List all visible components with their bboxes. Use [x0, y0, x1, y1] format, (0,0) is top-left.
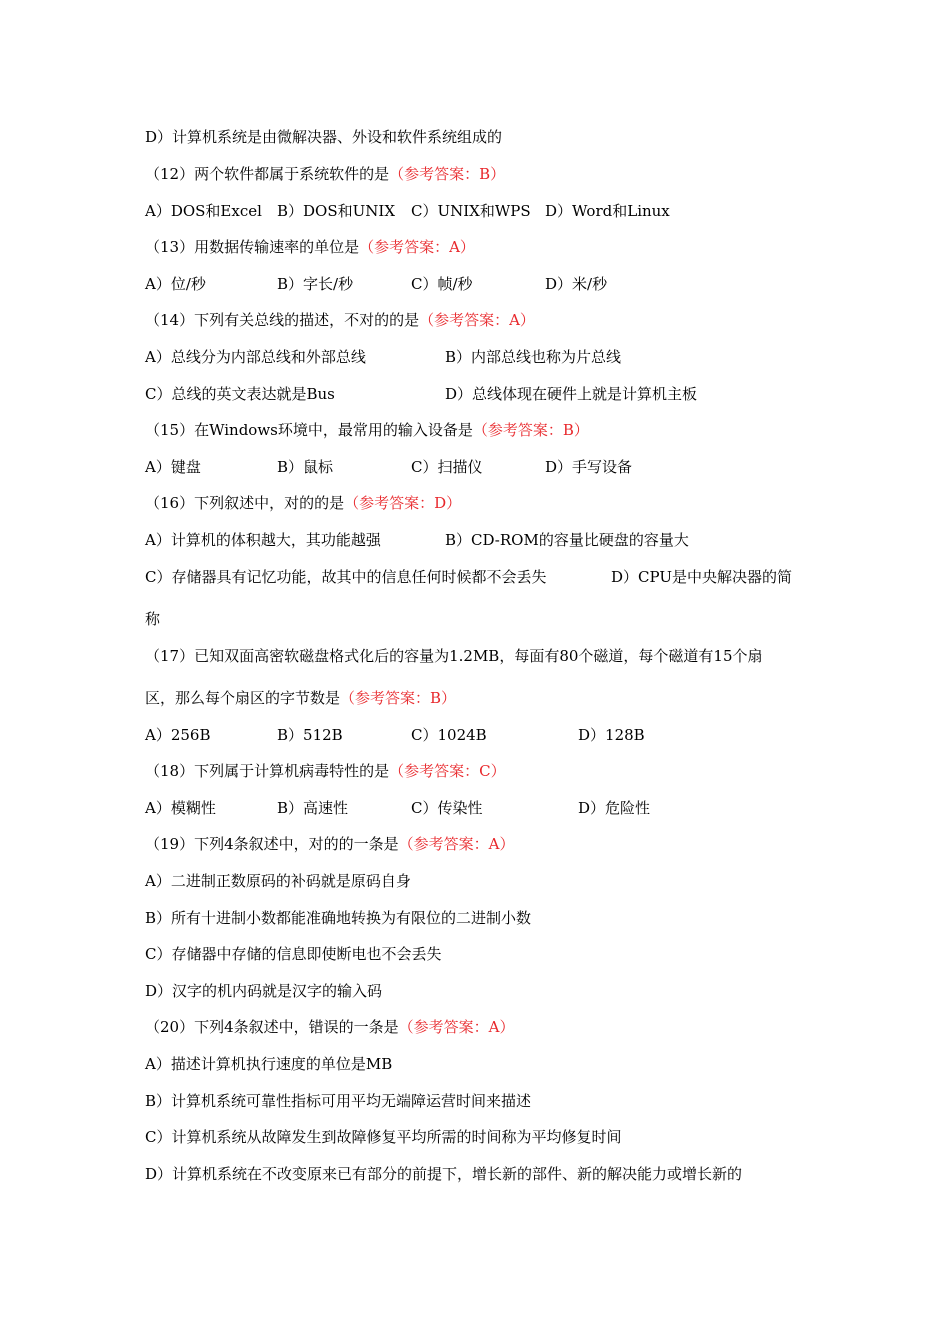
- option-continuation: [145, 609, 160, 629]
- option-b: B）DOS和UNIX: [277, 202, 395, 220]
- options-row: [145, 201, 670, 221]
- options-row: [145, 530, 689, 550]
- question-text: （12）两个软件都属于系统软件的是: [145, 165, 390, 183]
- option-a: A）计算机的体积越大，其功能越强: [145, 531, 381, 549]
- answer-key: （参考答案：A）: [398, 835, 515, 853]
- question-text: （13）用数据传输速率的单位是: [145, 238, 360, 256]
- question-text: （15）在Windows环境中，最常用的输入设备是: [145, 421, 473, 439]
- option-c: C）总线的英文表达就是Bus: [145, 385, 335, 403]
- option-c: C）扫描仪: [411, 458, 483, 476]
- option-c: C）传染性: [411, 799, 483, 817]
- question-19: [145, 834, 514, 854]
- answer-key: （参考答案：A）: [359, 238, 475, 256]
- question-text: （14）下列有关总线的描述，不对的的是: [145, 311, 420, 329]
- option-b: [145, 908, 531, 928]
- options-row: [145, 274, 608, 294]
- option-a: [145, 871, 411, 891]
- answer-key: （参考答案：B）: [472, 421, 589, 439]
- question-15: [145, 420, 589, 440]
- option-b: B）字长/秒: [277, 275, 354, 293]
- question-text: （16）下列叙述中，对的的是: [145, 494, 345, 512]
- option-b: B）512B: [277, 726, 343, 744]
- option-a: A）位/秒: [145, 275, 206, 293]
- option-d: D）总线体现在硬件上就是计算机主板: [445, 385, 698, 403]
- answer-key: （参考答案：A）: [419, 311, 535, 329]
- options-row: [145, 567, 792, 587]
- option-d: [145, 981, 382, 1001]
- option-text: A）二进制正数原码的补码就是原码自身: [145, 872, 411, 890]
- question-17-continuation: [145, 688, 456, 708]
- option-c: C）帧/秒: [411, 275, 473, 293]
- question-text: 区，那么每个扇区的字节数是: [145, 689, 341, 707]
- option-d: D）Word和Linux: [545, 202, 670, 220]
- option-c: C）UNIX和WPS: [411, 202, 531, 220]
- option-a: A）DOS和Excel: [145, 202, 262, 220]
- option-b: [145, 1091, 531, 1111]
- question-18: [145, 761, 506, 781]
- option-d: [145, 1164, 742, 1184]
- option-c: C）1024B: [411, 726, 487, 744]
- question-text: （19）下列4条叙述中，对的的一条是: [145, 835, 399, 853]
- option-a: A）总线分为内部总线和外部总线: [145, 348, 366, 366]
- option-c: [145, 1127, 621, 1147]
- option-text: A）描述计算机执行速度的单位是MB: [145, 1055, 393, 1073]
- option-text: C）计算机系统从故障发生到故障修复平均所需的时间称为平均修复时间: [145, 1128, 622, 1146]
- option-text: D）汉字的机内码就是汉字的输入码: [145, 982, 383, 1000]
- option-b: B）内部总线也称为片总线: [445, 348, 622, 366]
- answer-key: （参考答案：D）: [344, 494, 462, 512]
- options-row: [145, 457, 633, 477]
- option-a: [145, 1054, 392, 1074]
- option-text: B）所有十进制小数都能准确地转换为有限位的二进制小数: [145, 909, 532, 927]
- option-text: D）计算机系统在不改变原来已有部分的前提下，增长新的部件、新的解决能力或增长新的: [145, 1165, 743, 1183]
- option-d: D）米/秒: [545, 275, 608, 293]
- option-c: [145, 944, 441, 964]
- option-a: A）模糊性: [145, 799, 216, 817]
- option-b: B）CD-ROM的容量比硬盘的容量大: [445, 531, 689, 549]
- answer-key: （参考答案：B）: [389, 165, 506, 183]
- answer-key: （参考答案：C）: [389, 762, 506, 780]
- option-text: C）存储器中存储的信息即使断电也不会丢失: [145, 945, 442, 963]
- option-a: A）键盘: [145, 458, 201, 476]
- option-d: D）128B: [578, 726, 645, 744]
- question-16: [145, 493, 461, 513]
- question-13: [145, 237, 475, 257]
- option-text: D）计算机系统是由微解决器、外设和软件系统组成的: [145, 128, 503, 146]
- question-17: [145, 646, 763, 666]
- question-12: [145, 164, 505, 184]
- answer-key: （参考答案：A）: [398, 1018, 515, 1036]
- question-14: [145, 310, 535, 330]
- option-d: D）手写设备: [545, 458, 633, 476]
- option-b: B）鼠标: [277, 458, 334, 476]
- answer-key: （参考答案：B）: [340, 689, 457, 707]
- option-b: B）高速性: [277, 799, 349, 817]
- question-text: （18）下列属于计算机病毒特性的是: [145, 762, 390, 780]
- options-row: [145, 384, 698, 404]
- options-row: [145, 347, 622, 367]
- option-c: C）存储器具有记忆功能，故其中的信息任何时候都不会丢失: [145, 568, 547, 586]
- question-text: （17）已知双面高密软磁盘格式化后的容量为1.2MB，每面有80个磁道，每个磁道有15个扇: [145, 647, 763, 665]
- options-row: [145, 798, 651, 818]
- option-d: D）CPU是中央解决器的简: [611, 568, 792, 586]
- option-d: D）危险性: [578, 799, 651, 817]
- option-a: A）256B: [145, 726, 211, 744]
- option-text: 称: [145, 610, 161, 628]
- question-20: [145, 1017, 514, 1037]
- question-text: （20）下列4条叙述中，错误的一条是: [145, 1018, 399, 1036]
- option-line: [145, 127, 502, 147]
- options-row: [145, 725, 645, 745]
- option-text: B）计算机系统可靠性指标可用平均无端障运营时间来描述: [145, 1092, 532, 1110]
